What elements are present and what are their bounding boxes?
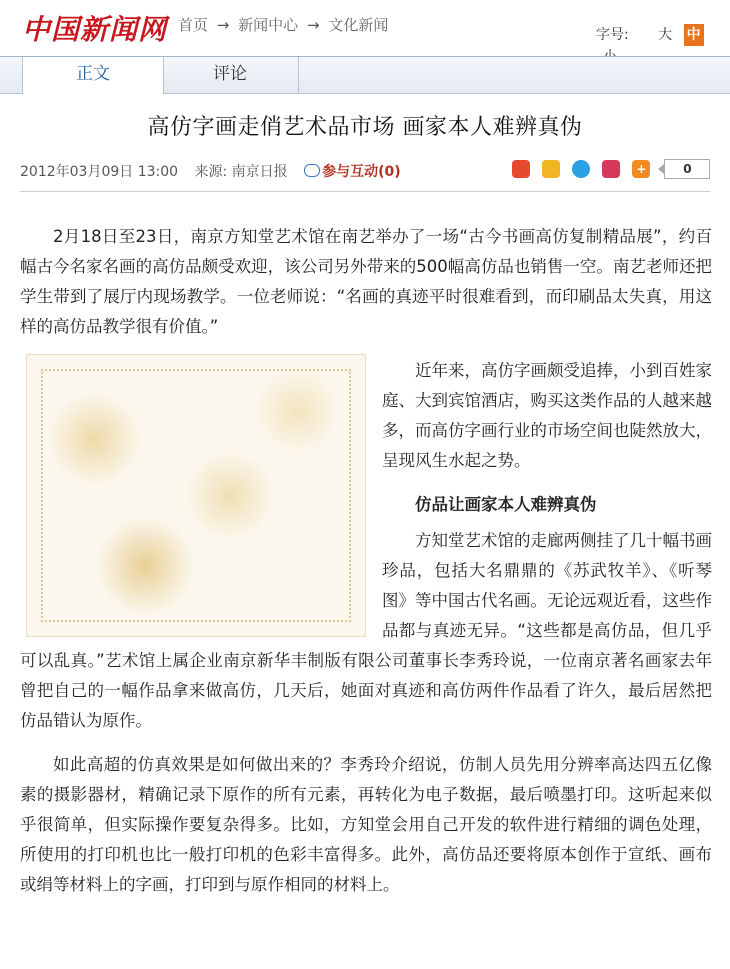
more-share-icon[interactable]: +: [632, 160, 650, 178]
interact-link[interactable]: [304, 164, 413, 180]
tab-main-text[interactable]: 正文: [22, 57, 164, 94]
font-size-label: 字号:: [596, 27, 629, 43]
article-meta: [20, 161, 425, 181]
breadcrumb: [178, 14, 388, 35]
renren-share-icon[interactable]: [602, 160, 620, 178]
tab-bar: [0, 56, 730, 94]
interact-label: 参与互动(0): [322, 164, 401, 180]
font-size-medium-button[interactable]: 中: [684, 24, 704, 46]
article-paragraph: 2月18日至23日，南京方知堂艺术馆在南艺举办了一场“古今书画高仿复制精品展”，约百幅古今名家名画的高仿品颇受欢迎，该公司另外带来的500幅高仿品也销售一空。南艺老师还把学生带到了展厅内现场教学。一位老师说：“名画的真迹平时很难看到，而印刷品太失真，用这样的高仿品教学很有价值。”: [20, 227, 712, 336]
weibo-share-icon[interactable]: [512, 160, 530, 178]
article-source: 来源: 南京日报: [194, 164, 288, 180]
meta-divider: [20, 191, 710, 192]
breadcrumb-arrow-icon: →: [216, 16, 230, 34]
article-paragraph: 如此高超的仿真效果是如何做出来的？李秀玲介绍说，仿制人员先用分辨率高达四五亿像素的摄影器材，精确记录下原作的所有元素，再转化为电子数据，最后喷墨打印。这听起来似乎很简单，但实际操作要复杂得多。比如，方知堂会用自己开发的软件进行精细的调色处理，所使用的打印机也比一般打印机的色彩丰富得多。此外，高仿品还要将原本创作于宣纸、画布或绢等材料上的字画，打印到与原作相同的材料上。: [20, 755, 712, 894]
article-title: 高仿字画走俏艺术品市场 画家本人难辨真伪: [147, 115, 583, 140]
article-subheading: 仿品让画家本人难辨真伪: [415, 495, 597, 514]
article-image: [26, 354, 366, 637]
comment-bubble-icon: [304, 164, 320, 177]
breadcrumb-arrow-icon: →: [306, 16, 320, 34]
breadcrumb-culture-news-link[interactable]: 文化新闻: [328, 16, 389, 34]
breadcrumb-news-center-link[interactable]: 新闻中心: [238, 16, 299, 34]
tab-comments[interactable]: 评论: [162, 57, 299, 93]
article-date: 2012年03月09日 13:00: [20, 164, 179, 180]
share-bar: [512, 158, 710, 182]
breadcrumb-home-link[interactable]: 首页: [178, 16, 209, 34]
p-share-icon[interactable]: [572, 160, 590, 178]
article-paragraph: 方知堂艺术馆的走廊两侧挂了几十幅书画珍品，包括大名鼎鼎的《苏武牧羊》、《听琴图》等中国古代名画。无论远观近看，这些作品都与真迹无异。“这些都是高仿品，但几乎可以乱真。”艺术馆上属企业南京新华丰制版有限公司董事长李秀玲说，一位南京著名画家去年曾把自己的一幅作品拿来做高仿，几天后，她面对真迹和高仿两件作品看了许久，最后居然把仿品错认为原作。: [20, 531, 712, 730]
font-size-large-button[interactable]: 大: [658, 27, 673, 43]
article-paragraph: 近年来，高仿字画颇受追捧，小到百姓家庭、大到宾馆酒店，购买这类作品的人越来越多，而高仿字画行业的市场空间也陡然放大，呈现风生水起之势。: [382, 361, 712, 470]
article-body: [20, 222, 712, 900]
star-share-icon[interactable]: [542, 160, 560, 178]
share-count: 0: [664, 159, 710, 179]
site-logo[interactable]: 中国新闻网: [22, 13, 168, 46]
site-header: [0, 0, 730, 52]
